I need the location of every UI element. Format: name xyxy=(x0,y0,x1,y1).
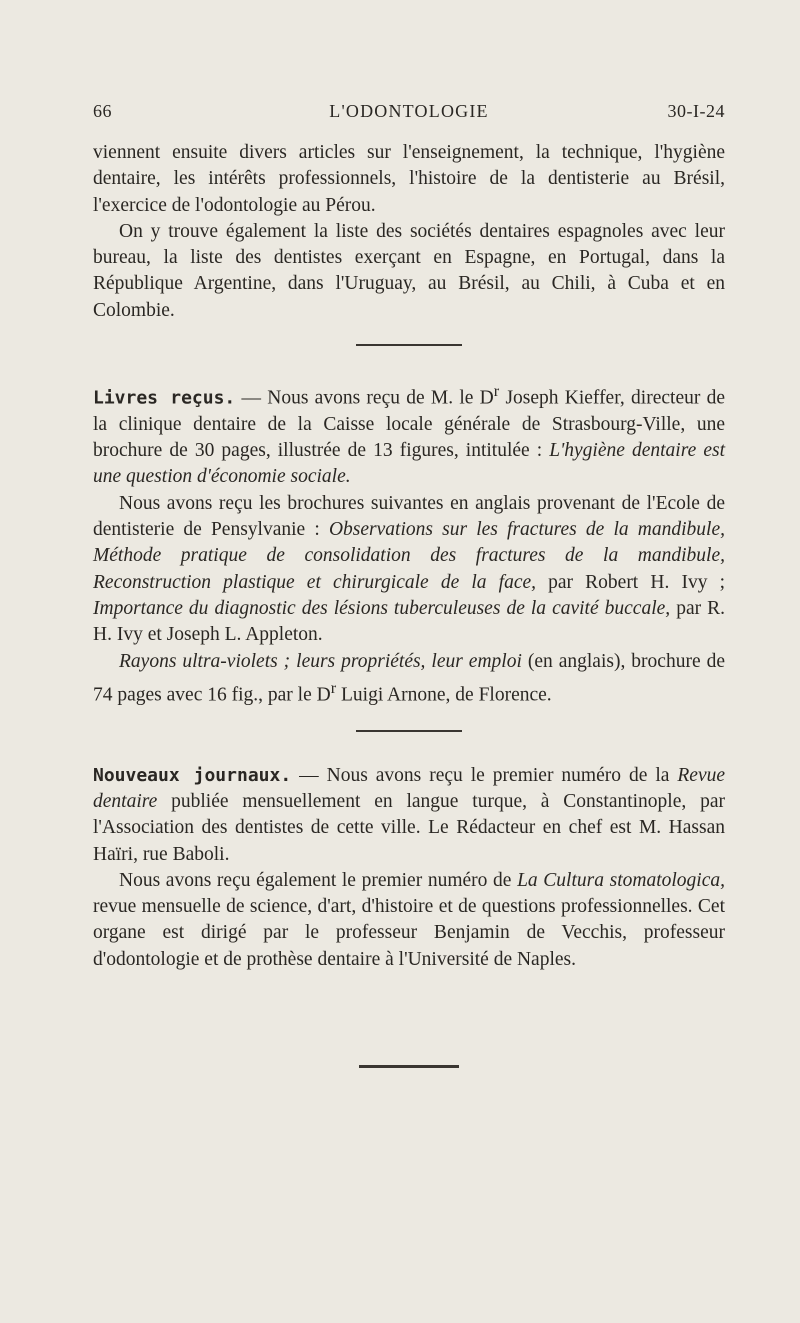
journal-title: L'ODONTOLOGIE xyxy=(329,101,489,121)
livres-paragraph-3: Rayons ultra-violets ; leurs propriétés, leur emploi (en anglais), brochure de 74 pages avec 16 fig., par le $D^r$ Luigi Arnone, de Florence. xyxy=(93,650,725,706)
book-title: L'hygiène dentaire est une question d'économie sociale. xyxy=(93,440,725,488)
end-divider xyxy=(359,1065,459,1068)
intro-paragraph-2: On y trouve également la liste des sociétés dentaires espagnoles avec leur bureau, la liste des dentistes exerçant en Espagne, en Portugal, dans la République Argentine, dans l'Uruguay, au Brésil, au Chili, à Cuba et en Colombie. xyxy=(93,220,725,321)
livres-heading: Livres reçus. xyxy=(93,387,236,409)
issue-date: 30-I-24 xyxy=(667,101,725,121)
journaux-paragraph-1: Nouveaux journaux. — Nous avons reçu le premier numéro de la Revue dentaire publiée mensuellement en langue turque, à Constantinople, par l'Association des dentistes de cette ville. Le Rédacteur en chef est M. Hassan Haïri, rue Baboli. xyxy=(93,764,726,865)
journal-name: Revue dentaire xyxy=(93,764,726,812)
page-number: 66 xyxy=(93,101,112,121)
livres-paragraph-2: Nous avons reçu les brochures suivantes en anglais provenant de l'Ecole de dentisterie de Pensylvanie : Observations sur les fractures de la mandibule, Méthode pratique de consolidation des fractures de la mandibule, Reconstruction plastique et chirurgicale de la face, par Robert H. Ivy ; Importance du diagnostic des lésions tuberculeuses de la cavité buccale, par R. H. Ivy et Joseph L. Appleton. xyxy=(93,492,726,646)
intro-paragraph-1: viennent ensuite divers articles sur l'enseignement, la technique, l'hygiène dentaire, les intérêts professionnels, l'histoire de la dentisterie au Brésil, l'exercice de l'odontologie au Pérou. xyxy=(93,142,725,216)
section-divider xyxy=(356,344,462,346)
journaux-paragraph-2: Nous avons reçu également le premier numéro de La Cultura stomatologica, revue mensuelle de science, d'art, d'histoire et de questions professionnelles. Cet organe est dirigé par le professeur Benjamin de Vecchis, professeur d'odontologie et de prothèse dentaire à l'Université de Naples. xyxy=(93,869,725,970)
page-body xyxy=(93,140,725,1068)
running-header xyxy=(93,101,725,129)
book-title: Rayons ultra-violets ; leurs propriétés, leur emploi xyxy=(119,650,522,672)
book-title: Importance du diagnostic des lésions tuberculeuses de la cavité buccale, xyxy=(93,597,671,619)
journaux-heading: Nouveaux journaux. xyxy=(93,764,292,786)
book-title: Observations sur les fractures de la mandibule, Méthode pratique de consolidation des fractures de la mandibule, Reconstruction plastique et chirurgicale de la face, xyxy=(93,519,725,593)
livres-paragraph-1: Livres reçus. — Nous avons reçu de M. le $D^r$ Joseph Kieffer, directeur de la clinique dentaire de la Caisse locale générale de Strasbourg-Ville, une brochure de 30 pages, illustrée de 13 figures, intitulée : L'hygiène dentaire est une question d'économie sociale. xyxy=(93,382,725,488)
section-divider xyxy=(356,730,462,732)
journal-name: La Cultura stomatologica, xyxy=(517,869,725,891)
